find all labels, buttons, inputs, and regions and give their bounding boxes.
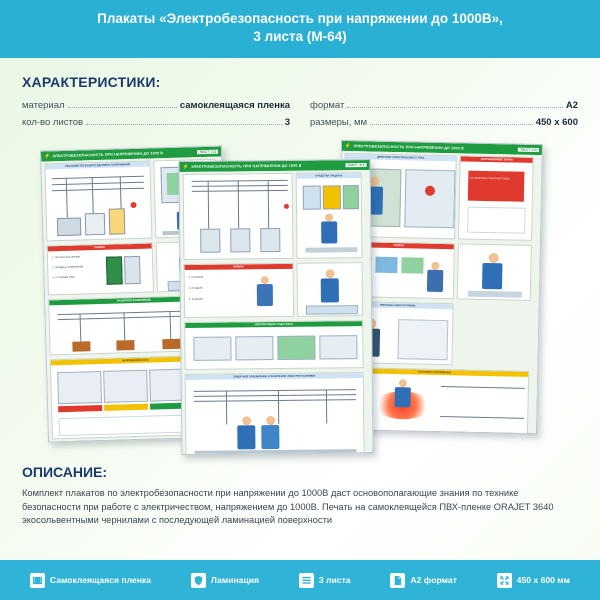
poster-tile [44, 161, 152, 242]
poster-tile [457, 243, 532, 301]
poster-2-sheet-number: ЛИСТ 2/3 [347, 163, 365, 168]
poster-note: 1. ОТКЛЮЧИ [188, 275, 204, 279]
spec-row [310, 100, 578, 111]
spec-row [22, 100, 290, 111]
footer-item-label: Ламинация [210, 575, 260, 585]
poster-1-sheet-number: ЛИСТ 1/3 [199, 149, 217, 155]
poster-tile-caption: УКАЗАНИЯ ПО ЗАЩИТЕ ЗДАНИЙ И СООРУЖЕНИЙ [45, 162, 149, 170]
poster-tile-caption: СРЕДСТВА ЗАЩИТЫ [297, 173, 361, 179]
footer-item-format [390, 573, 456, 588]
poster-note: 2. ПРОВЕРЬ ЗАЗЕМЛЕНИЕ [52, 265, 84, 270]
poster-1-title: ⚡ ЭЛЕКТРОБЕЗОПАСНОСТЬ ПРИ НАПРЯЖЕНИИ ДО 1000 В [44, 151, 164, 160]
poster-tile-caption: ИЗОЛИРУЮЩИЕ ПОДСТАВКИ [185, 321, 362, 328]
footer-item-label: Самоклеящаяся пленка [49, 575, 151, 585]
description-text: Комплект плакатов по электробезопасности при напряжении до 1000В даст основополагающие знания по технике безопасности при работе с электричеством, напряжением до 1000В. Печать на самоклеящейся ПВХ-пленке ORAJET 3640 экосольвентными чернилами с последующей ламинацией поверхности [22, 488, 554, 525]
document-icon [390, 573, 405, 588]
characteristics-section [0, 58, 600, 134]
spec-key: материал [22, 100, 65, 111]
poster-2-body [180, 170, 373, 454]
resize-icon [497, 573, 512, 588]
poster-note: 3. ЗАЗЕМЛИ [188, 297, 203, 301]
spec-dots [86, 123, 282, 125]
footer-item-size [497, 573, 570, 588]
page-title-line2: 3 листа (М-64) [253, 29, 347, 44]
page-header [0, 0, 600, 58]
poster-tile [297, 262, 364, 317]
spec-value: 3 [284, 117, 290, 128]
poster-note: 1. ОПАСНО ДЛЯ ЖИЗНИ [51, 255, 81, 260]
poster-2-title: ⚡ ЭЛЕКТРОБЕЗОПАСНОСТЬ ПРИ НАПРЯЖЕНИИ ДО 1000 В [182, 163, 302, 170]
poster-tile-caption: ПРИЧИНЫ ЭЛЕКТРОТРАВМ [343, 302, 453, 310]
poster-tile [458, 155, 534, 241]
footer-item-label: A2 формат [410, 575, 457, 585]
spec-dots [370, 123, 533, 125]
footer-item-film [30, 573, 151, 588]
poster-tile [296, 172, 363, 259]
spec-key: формат [310, 100, 345, 111]
bolt-icon: ⚡ [344, 142, 352, 150]
sheets-icon [299, 573, 314, 588]
footer-item-label: 3 листа [318, 575, 351, 585]
spec-row [22, 117, 290, 128]
poster-note: 3. УСТАНОВИ ЗНАК [52, 275, 76, 280]
spec-dots [347, 106, 563, 108]
footer-item-lamination [191, 573, 259, 588]
film-icon [30, 573, 45, 588]
poster-tile-caption: ЗАЩИТНОЕ ЗАЗЕМЛЕНИЕ [49, 296, 218, 306]
poster-tile-caption: НАПРЯЖЕНИЕ ШАГА [51, 356, 220, 366]
spec-value: А2 [565, 100, 578, 111]
spec-value: 450 х 600 [535, 117, 578, 128]
spec-key: кол-во листов [22, 117, 84, 128]
poster-note: 2. ПРОВЕРЬ [188, 286, 203, 290]
spec-dots [68, 106, 177, 108]
bolt-icon: ⚡ [182, 163, 189, 170]
description-section [0, 460, 600, 528]
specs-column-left [22, 100, 290, 134]
footer-item-label: 450 x 600 мм [516, 575, 571, 585]
poster-tile-caption: ЗАЩИТНОЕ ЗАЗЕМЛЕНИЕ И ЗАНУЛЕНИЕ ЭЛЕКТРОУСТАНОВОК [186, 373, 363, 380]
footer-features [0, 560, 600, 600]
poster-tile [47, 242, 154, 295]
poster-3-title: ⚡ ЭЛЕКТРОБЕЗОПАСНОСТЬ ПРИ НАПРЯЖЕНИИ ДО 1000 В [344, 142, 465, 151]
spec-row [310, 117, 578, 128]
poster-tile-caption: ШАГОВОЕ НАПРЯЖЕНИЕ [341, 368, 528, 377]
bolt-icon: ⚡ [44, 153, 51, 160]
poster-sheet-2[interactable] [178, 159, 373, 455]
specs-column-right [310, 100, 578, 134]
spec-key: размеры, мм [310, 117, 368, 128]
poster-tile-caption: ПОМНИ! [48, 244, 152, 252]
poster-3-sheet-number: ЛИСТ 3/3 [520, 147, 537, 153]
poster-tile [184, 320, 363, 370]
poster-tile [183, 173, 294, 260]
poster-tile [184, 263, 295, 318]
poster-tile [185, 372, 365, 455]
poster-tile-caption: ЗАПРЕЩАЮЩИЕ ЗНАКИ [461, 156, 533, 163]
description-title: ОПИСАНИЕ: [22, 464, 108, 480]
poster-tile-caption: ПОМНИ! [185, 264, 293, 271]
specs-grid [22, 100, 578, 134]
poster-tile-caption: ПОМНИ! [344, 242, 454, 250]
poster-tile-caption: ДЕЙСТВИЕ ЭЛЕКТРИЧЕСКОГО ТОКА [346, 154, 456, 162]
characteristics-title: ХАРАКТЕРИСТИКИ: [22, 74, 161, 90]
spec-value: самоклеящаяся пленка [179, 100, 290, 111]
footer-item-sheets [299, 573, 351, 588]
poster-note: НЕ ВКЛЮЧАТЬ! РАБОТАЮТ ЛЮДИ [470, 176, 510, 181]
shield-icon [191, 573, 206, 588]
poster-preview-area [0, 140, 600, 460]
page-title-line1: Плакаты «Электробезопасность при напряжении до 1000В», [97, 11, 503, 26]
